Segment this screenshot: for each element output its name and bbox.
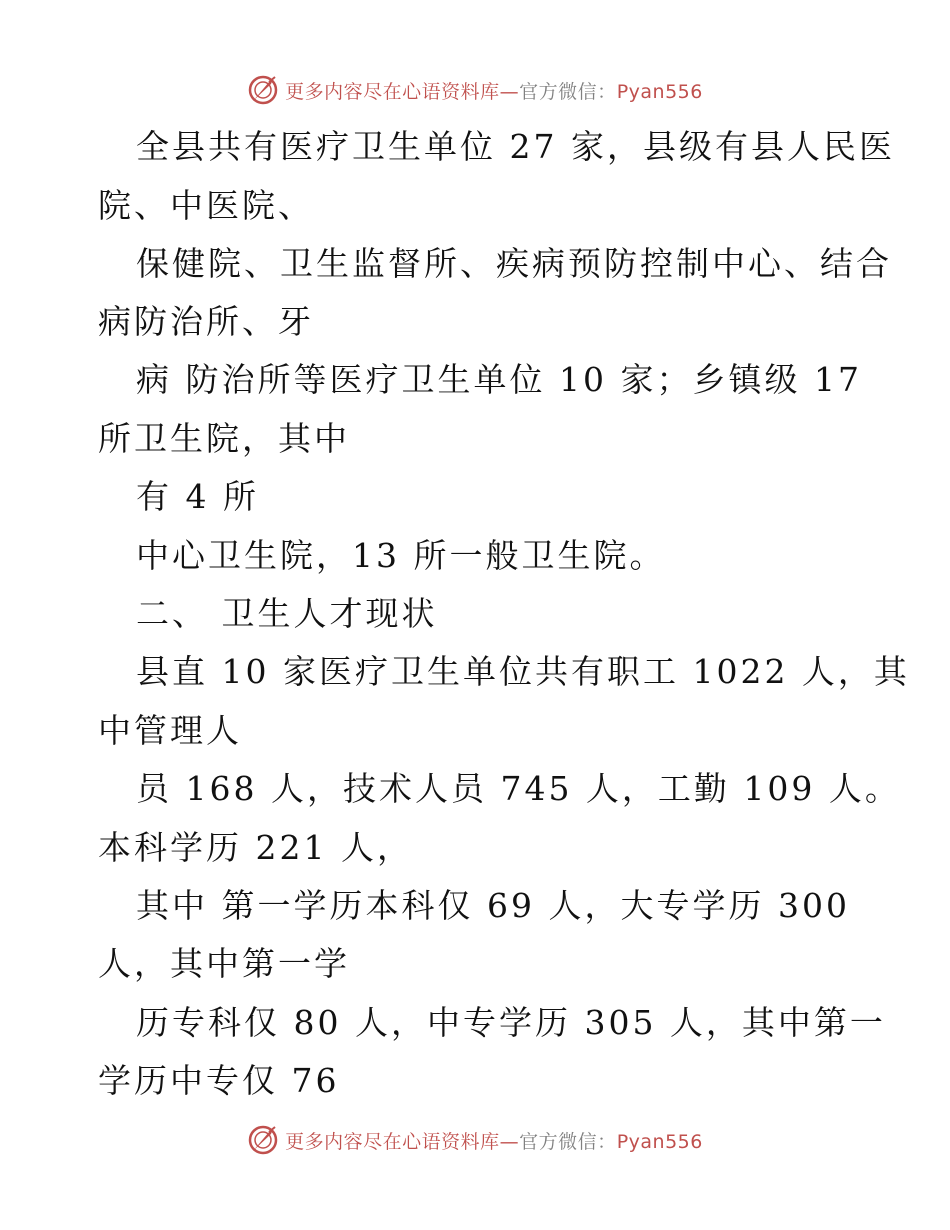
- text-line: 本科学历 221 人，: [98, 828, 413, 867]
- watermark-wechat-label: 官方微信：: [519, 1130, 617, 1153]
- text-line: 全县共有医疗卫生单位 27 家，县级有县人民医: [136, 127, 895, 166]
- text-line: 院、中医院、: [98, 186, 314, 225]
- watermark-wechat-id: Pyan556: [616, 1130, 703, 1153]
- text-line: 中心卫生院，13 所一般卫生院。: [136, 536, 666, 575]
- text-line: 所卫生院，其中: [98, 419, 350, 458]
- text-line: 病防治所、牙: [98, 302, 314, 341]
- text-line: 中管理人: [98, 711, 242, 750]
- watermark-wechat-label: 官方微信：: [519, 80, 617, 103]
- text-line: 病 防治所等医疗卫生单位 10 家；乡镇级 17: [136, 360, 862, 399]
- quill-logo-icon: [247, 1124, 279, 1156]
- watermark-dash: —: [499, 80, 520, 103]
- text-line: 员 168 人，技术人员 745 人，工勤 109 人。: [136, 769, 901, 808]
- watermark-wechat-id: Pyan556: [616, 80, 703, 103]
- text-line: 历专科仅 80 人，中专学历 305 人，其中第一: [136, 1003, 886, 1042]
- watermark-brand: 更多内容尽在心语资料库: [285, 80, 500, 103]
- watermark-dash: —: [499, 1130, 520, 1153]
- text-line: 县直 10 家医疗卫生单位共有职工 1022 人，其: [136, 652, 910, 691]
- section-heading: 二、 卫生人才现状: [136, 594, 438, 633]
- watermark-brand: 更多内容尽在心语资料库: [285, 1130, 500, 1153]
- text-line: 人，其中第一学: [98, 944, 350, 983]
- text-line: 其中 第一学历本科仅 69 人，大专学历 300: [136, 886, 850, 925]
- watermark-text: [285, 1127, 703, 1154]
- text-line: 学历中专仅 76: [98, 1061, 340, 1100]
- text-line: 有 4 所: [136, 477, 259, 516]
- footer-watermark: [0, 1120, 950, 1160]
- text-line: 保健院、卫生监督所、疾病预防控制中心、结合: [136, 244, 892, 283]
